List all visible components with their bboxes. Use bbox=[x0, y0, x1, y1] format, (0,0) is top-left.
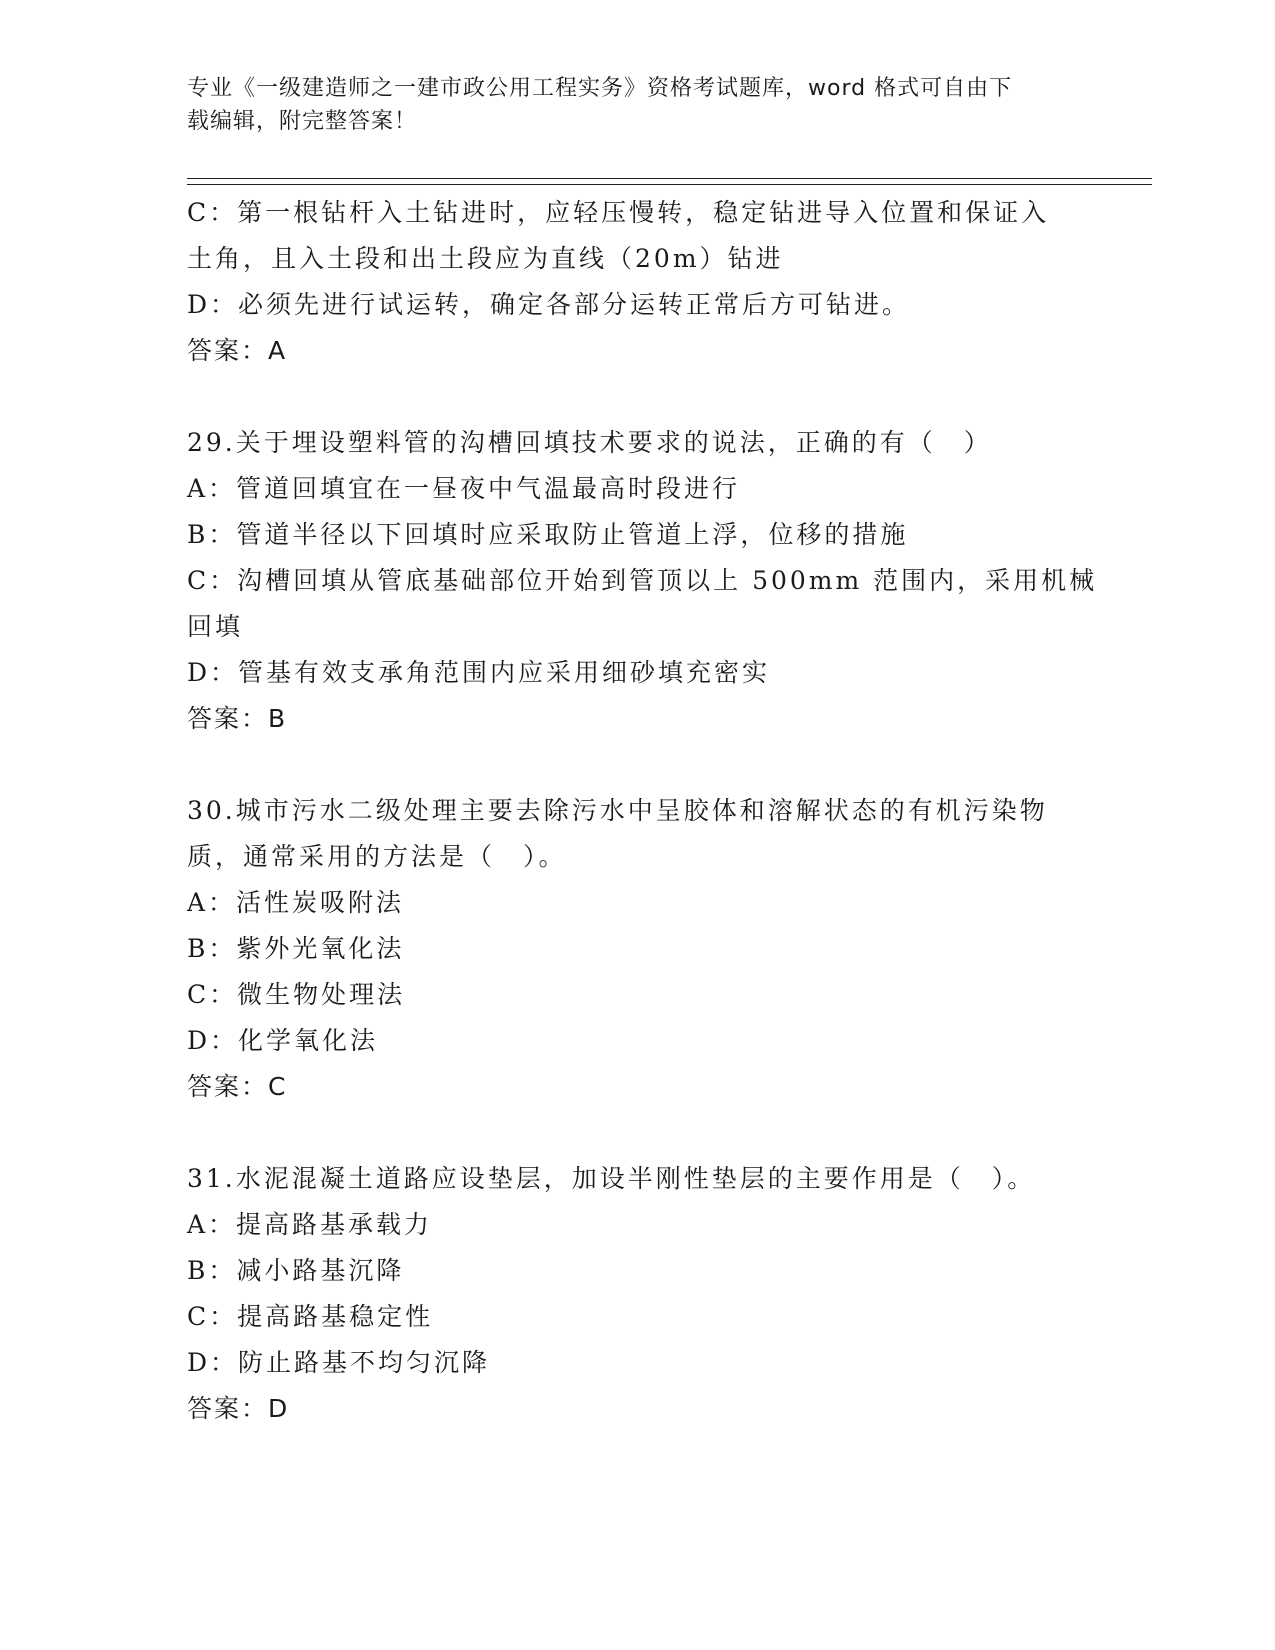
q28-option-c-line-1: C：第一根钻杆入土钻进时，应轻压慢转，稳定钻进导入位置和保证入 bbox=[187, 198, 1050, 227]
q29-option-d: D：管基有效支承角范围内应采用细砂填充密实 bbox=[187, 658, 771, 687]
q29-stem: 29.关于埋设塑料管的沟槽回填技术要求的说法，正确的有（ ） bbox=[187, 428, 992, 457]
q30-option-b: B：紫外光氧化法 bbox=[187, 934, 405, 963]
q28-option-c-line-2: 土角，且入土段和出土段应为直线（20m）钻进 bbox=[187, 244, 784, 273]
document-body bbox=[187, 190, 1098, 1432]
q29-option-b: B：管道半径以下回填时应采取防止管道上浮，位移的措施 bbox=[187, 520, 909, 549]
header-rule-bottom bbox=[187, 184, 1152, 185]
q31-option-c: C：提高路基稳定性 bbox=[187, 1302, 434, 1331]
document-header bbox=[187, 72, 1067, 138]
q29-option-a: A：管道回填宜在一昼夜中气温最高时段进行 bbox=[187, 474, 741, 503]
q30-stem-line-1: 30.城市污水二级处理主要去除污水中呈胶体和溶解状态的有机污染物 bbox=[187, 796, 1048, 825]
q29-option-c-line-1: C：沟槽回填从管底基础部位开始到管顶以上 500mm 范围内，采用机械 bbox=[187, 566, 1098, 595]
q30-option-a: A：活性炭吸附法 bbox=[187, 888, 405, 917]
q30-option-d: D：化学氧化法 bbox=[187, 1026, 379, 1055]
q31-option-d: D：防止路基不均匀沉降 bbox=[187, 1348, 491, 1377]
q31-stem: 31.水泥混凝土道路应设垫层，加设半刚性垫层的主要作用是（ ）。 bbox=[187, 1164, 1036, 1193]
question-28-continued bbox=[187, 190, 1077, 374]
q29-option-c-line-2: 回填 bbox=[187, 612, 244, 641]
q28-answer: 答案：A bbox=[187, 336, 288, 365]
q31-option-a: A：提高路基承载力 bbox=[187, 1210, 433, 1239]
header-rule-top bbox=[187, 178, 1152, 179]
q31-option-b: B：减小路基沉降 bbox=[187, 1256, 405, 1285]
q30-stem-line-2: 质，通常采用的方法是（ ）。 bbox=[187, 842, 567, 871]
question-31 bbox=[187, 1156, 1077, 1432]
q29-answer: 答案：B bbox=[187, 704, 288, 733]
q30-option-c: C：微生物处理法 bbox=[187, 980, 406, 1009]
header-line-1: 专业《一级建造师之一建市政公用工程实务》资格考试题库，word 格式可自由下 bbox=[187, 76, 1013, 101]
q30-answer: 答案：C bbox=[187, 1072, 288, 1101]
q31-answer: 答案：D bbox=[187, 1394, 290, 1423]
question-29 bbox=[187, 420, 1098, 742]
q28-option-d: D：必须先进行试运转，确定各部分运转正常后方可钻进。 bbox=[187, 290, 911, 319]
header-line-2: 载编辑，附完整答案！ bbox=[187, 109, 418, 134]
question-30 bbox=[187, 788, 1077, 1110]
